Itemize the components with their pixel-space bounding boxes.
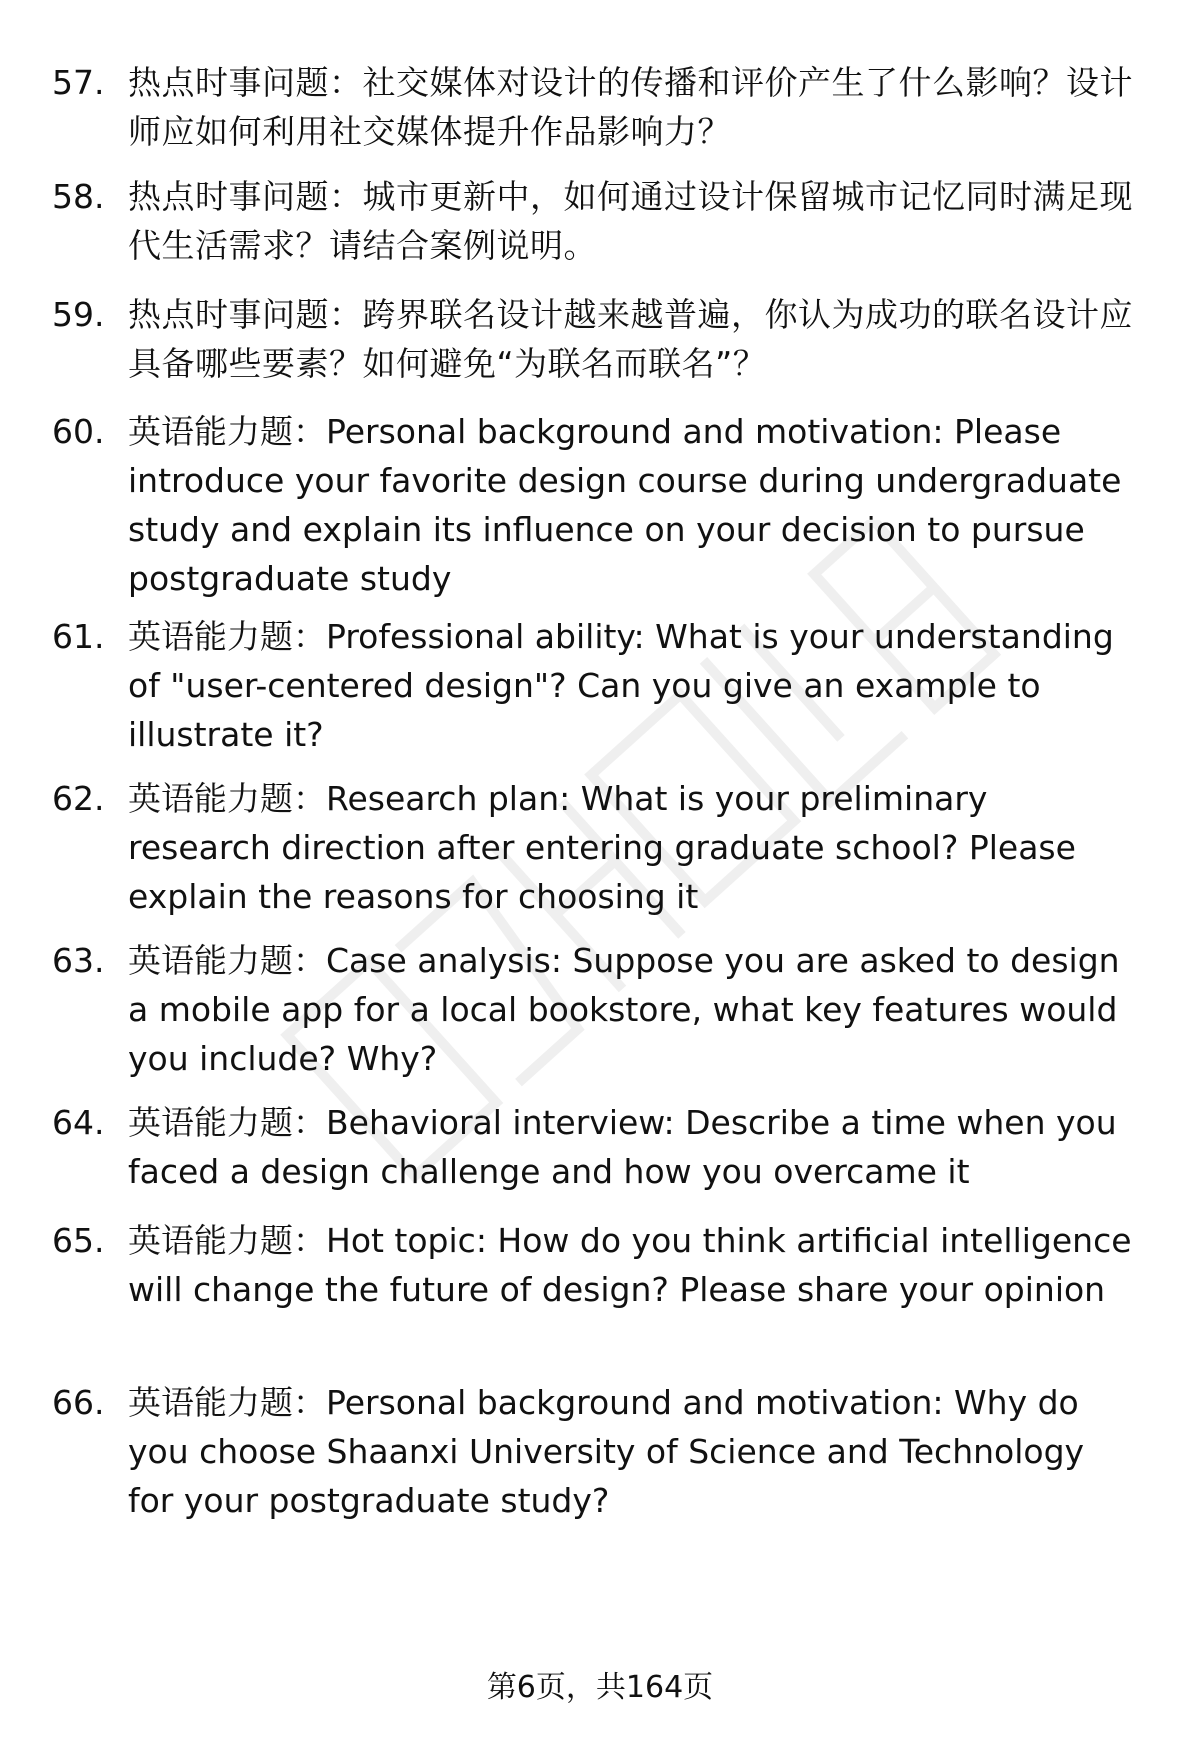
question-number: 58. [52, 177, 105, 216]
question-number: 61. [52, 617, 105, 656]
question-text: 英语能力题：Personal background and motivation: Please introduce your favorite design course during undergraduate study and explain its influence on your decision to pursue postgraduate study [128, 412, 1122, 598]
question-text: 英语能力题：Case analysis: Suppose you are asked to design a mobile app for a local bookstore, what key features would you include? Why? [128, 941, 1120, 1078]
question-text: 热点时事问题：社交媒体对设计的传播和评价产生了什么影响？设计师应如何利用社交媒体提升作品影响力？ [128, 63, 1133, 151]
question-text: 英语能力题：Research plan: What is your preliminary research direction after entering graduate school? Please explain the reasons for choosing it [128, 779, 1076, 916]
question-text: 热点时事问题：跨界联名设计越来越普遍，你认为成功的联名设计应具备哪些要素？如何避免“为联名而联名”？ [128, 295, 1133, 383]
question-text: 英语能力题：Professional ability: What is your understanding of "user-centered design"? Can you give an example to illustrate it? [128, 617, 1114, 754]
question-number: 64. [52, 1103, 105, 1142]
page-footer: 第6页，共164页 [486, 1670, 714, 1705]
question-text: 英语能力题：Behavioral interview: Describe a time when you faced a design challenge and how you overcame it [128, 1103, 1117, 1191]
question-number: 62. [52, 779, 105, 818]
question-number: 59. [52, 295, 105, 334]
question-number: 60. [52, 412, 105, 451]
question-text: 英语能力题：Personal background and motivation: Why do you choose Shaanxi University of Science and Technology for your postgraduate study? [128, 1383, 1085, 1520]
question-number: 66. [52, 1383, 105, 1422]
question-text: 英语能力题：Hot topic: How do you think artificial intelligence will change the future of design? Please share your opinion [128, 1221, 1132, 1309]
question-text: 热点时事问题：城市更新中，如何通过设计保留城市记忆同时满足现代生活需求？请结合案例说明。 [128, 177, 1133, 265]
question-number: 57. [52, 63, 105, 102]
question-number: 63. [52, 941, 105, 980]
question-number: 65. [52, 1221, 105, 1260]
